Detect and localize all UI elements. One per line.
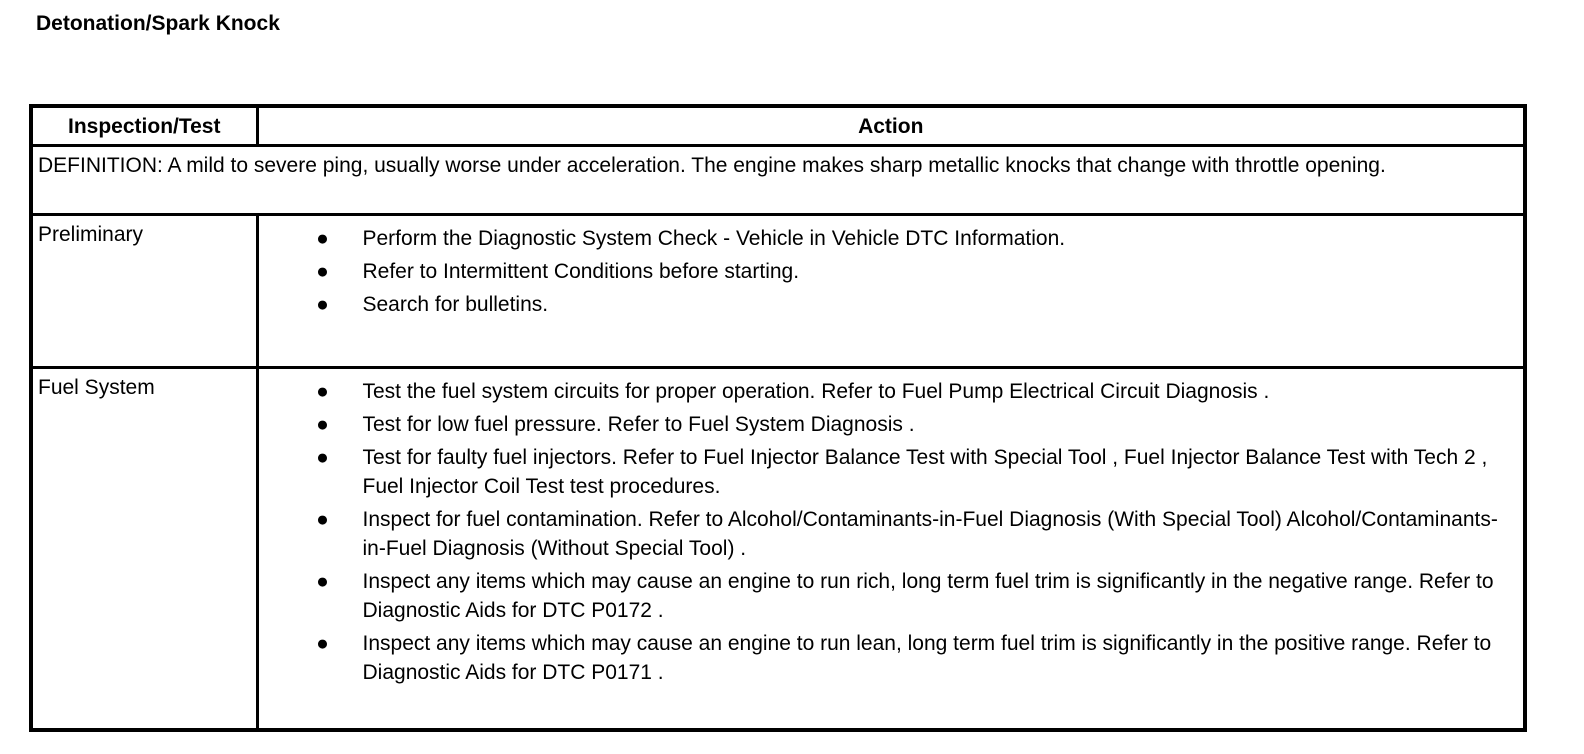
- bullet-icon: ●: [316, 380, 329, 403]
- document-title: Detonation/Spark Knock: [36, 12, 280, 35]
- action-text: Test the fuel system circuits for proper operation. Refer to Fuel Pump Electrical Circuit Diagnosis .: [362, 380, 1270, 403]
- action-list-fuel-system: [259, 377, 1524, 687]
- definition-text: DEFINITION: A mild to severe ping, usually worse under acceleration. The engine makes sharp metallic knocks that change with throttle opening.: [31, 146, 1525, 215]
- action-list-preliminary: [259, 224, 1524, 319]
- action-item: [259, 257, 1524, 286]
- action-cell-fuel-system: [257, 368, 1525, 731]
- action-item: [259, 290, 1524, 319]
- table-row-preliminary: [31, 215, 1525, 368]
- action-text: Test for low fuel pressure. Refer to Fuel System Diagnosis .: [362, 413, 915, 436]
- bullet-icon: ●: [316, 227, 329, 250]
- bullet-icon: ●: [316, 260, 329, 283]
- table-row-fuel-system: [31, 368, 1525, 731]
- bullet-icon: ●: [316, 293, 329, 316]
- action-item: [259, 567, 1524, 625]
- action-text: Test for faulty fuel injectors. Refer to Fuel Injector Balance Test with Special Tool , Fuel Injector Balance Test with Tech 2 , Fuel Injector Coil Test test procedures.: [362, 446, 1488, 498]
- definition-row: [31, 146, 1525, 215]
- action-item: [259, 505, 1524, 563]
- action-text: Refer to Intermittent Conditions before starting.: [362, 260, 800, 283]
- action-item: [259, 443, 1524, 501]
- action-item: [259, 410, 1524, 439]
- action-cell-preliminary: [257, 215, 1525, 368]
- action-item: [259, 629, 1524, 687]
- action-text: Inspect any items which may cause an engine to run lean, long term fuel trim is significantly in the positive range. Refer to Diagnostic Aids for DTC P0171 .: [362, 632, 1492, 684]
- bullet-icon: ●: [316, 446, 329, 469]
- action-text: Search for bulletins.: [362, 293, 549, 316]
- action-text: Inspect any items which may cause an engine to run rich, long term fuel trim is significantly in the negative range. Refer to Diagnostic Aids for DTC P0172 .: [362, 570, 1494, 622]
- bullet-icon: ●: [316, 632, 329, 655]
- action-text: Inspect for fuel contamination. Refer to Alcohol/Contaminants-in-Fuel Diagnosis (With Special Tool) Alcohol/Contaminants-in-Fuel Diagnosis (Without Special Tool) .: [362, 508, 1498, 560]
- table-header-row: [31, 106, 1525, 146]
- header-action: Action: [257, 106, 1525, 146]
- action-text: Perform the Diagnostic System Check - Vehicle in Vehicle DTC Information.: [362, 227, 1066, 250]
- header-inspection-test: Inspection/Test: [31, 106, 257, 146]
- bullet-icon: ●: [316, 570, 329, 593]
- bullet-icon: ●: [316, 413, 329, 436]
- diagnostic-table: [29, 104, 1527, 732]
- inspection-label-fuel-system: Fuel System: [31, 368, 257, 731]
- bullet-icon: ●: [316, 508, 329, 531]
- action-item: [259, 377, 1524, 406]
- inspection-label-preliminary: Preliminary: [31, 215, 257, 368]
- action-item: [259, 224, 1524, 253]
